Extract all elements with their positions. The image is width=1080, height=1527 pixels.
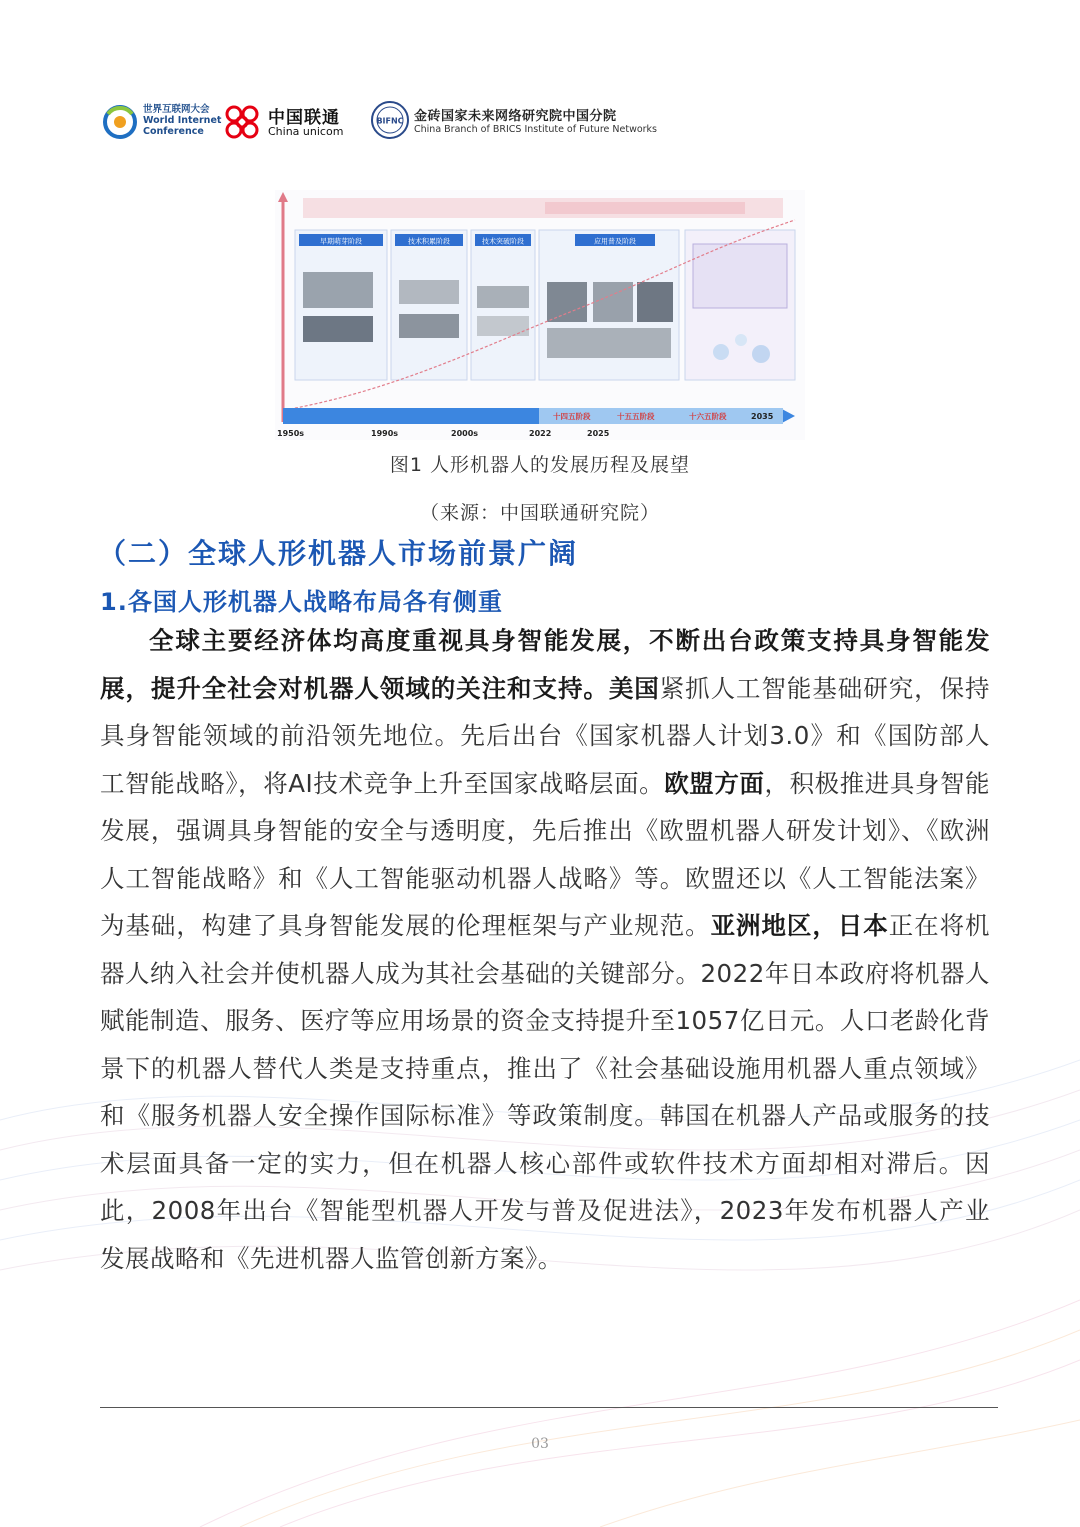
bifnc-name-en: China Branch of BRICS Institute of Future Networks xyxy=(414,124,658,135)
plan-label: 十四五阶段 xyxy=(553,412,591,421)
footer-divider xyxy=(100,1407,998,1408)
year-label: 1950s xyxy=(277,429,305,438)
section-heading: （二）全球人形机器人市场前景广阔 xyxy=(98,537,579,570)
stage-title: 应用普及阶段 xyxy=(594,237,636,246)
china-unicom-logo xyxy=(220,102,264,142)
plan-label: 十六五阶段 xyxy=(689,412,727,421)
figure-source: （来源：中国联通研究院） xyxy=(419,502,660,524)
eu-label: 欧盟方面 xyxy=(664,768,765,798)
year-label: 2025 xyxy=(587,429,610,438)
year-label: 2022 xyxy=(529,429,552,438)
year-label: 2000s xyxy=(451,429,479,438)
year-label: 2035 xyxy=(751,412,774,421)
page-number: 03 xyxy=(531,1436,549,1452)
bifnc-logo xyxy=(370,100,410,140)
plan-label: 十五五阶段 xyxy=(617,412,655,421)
stage-title: 技术突破阶段 xyxy=(482,237,524,246)
world-internet-conference-logo xyxy=(100,102,140,142)
asia-text: 正在将机器人纳入社会并使机器人成为其社会基础的关键部分。2022年日本政府将机器人赋能制造、服务、医疗等应用场景的资金支持提升至1057亿日元。人口老龄化背景下的机器人替代人类是支持重点，推出了《社会基础设施用机器人重点领域》和《服务机器人安全操作国际标准》等政策制度。韩国在机器人产品或服务的技术层面具备一定的实力，但在机器人核心部件或软件技术方面却相对滞后。因此，2008年出台《智能型机器人开发与普及促进法》，2023年发布机器人产业发展战略和《先进机器人监管创新方案》。 xyxy=(100,911,991,1273)
wic-logo-text: 世界互联网大会 World Internet Conference xyxy=(143,104,222,137)
figure-caption: 图1 人形机器人的发展历程及展望 xyxy=(389,454,691,476)
bifnc-badge-text: BIFNC xyxy=(376,116,404,126)
us-label: 美国 xyxy=(608,673,660,703)
china-unicom-name-cn: 中国联通 xyxy=(268,108,340,128)
stage-title: 技术积累阶段 xyxy=(408,237,450,246)
china-unicom-name-en: China unicom xyxy=(268,125,344,138)
year-label: 1990s xyxy=(371,429,399,438)
eu-text: ，积极推进具身智能发展，强调具身智能的安全与透明度，先后推出《欧盟机器人研发计划》、《欧洲人工智能战略》和《人工智能驱动机器人战略》等。欧盟还以《人工智能法案》为基础，构建了具身智能发展的伦理框架与产业规范。 xyxy=(100,768,991,940)
bifnc-name-cn: 金砖国家未来网络研究院中国分院 xyxy=(414,109,617,124)
us-text: 紧抓人工智能基础研究，保持具身智能领域的前沿领先地位。先后出台《国家机器人计划3.0》和《国防部人工智能战略》，将AI技术竞争上升至国家战略层面。 xyxy=(100,673,991,798)
page-header xyxy=(100,98,660,148)
stage-title: 早期萌芽阶段 xyxy=(320,237,362,246)
body-paragraph xyxy=(100,617,990,1282)
development-timeline-figure xyxy=(275,190,805,440)
paragraph-lead: 全球主要经济体均高度重视具身智能发展，不断出台政策支持具身智能发展，提升全社会对机器人领域的关注和支持。 xyxy=(100,626,990,703)
sub-heading: 1.各国人形机器人战略布局各有侧重 xyxy=(100,588,503,616)
asia-label: 亚洲地区，日本 xyxy=(710,911,889,940)
